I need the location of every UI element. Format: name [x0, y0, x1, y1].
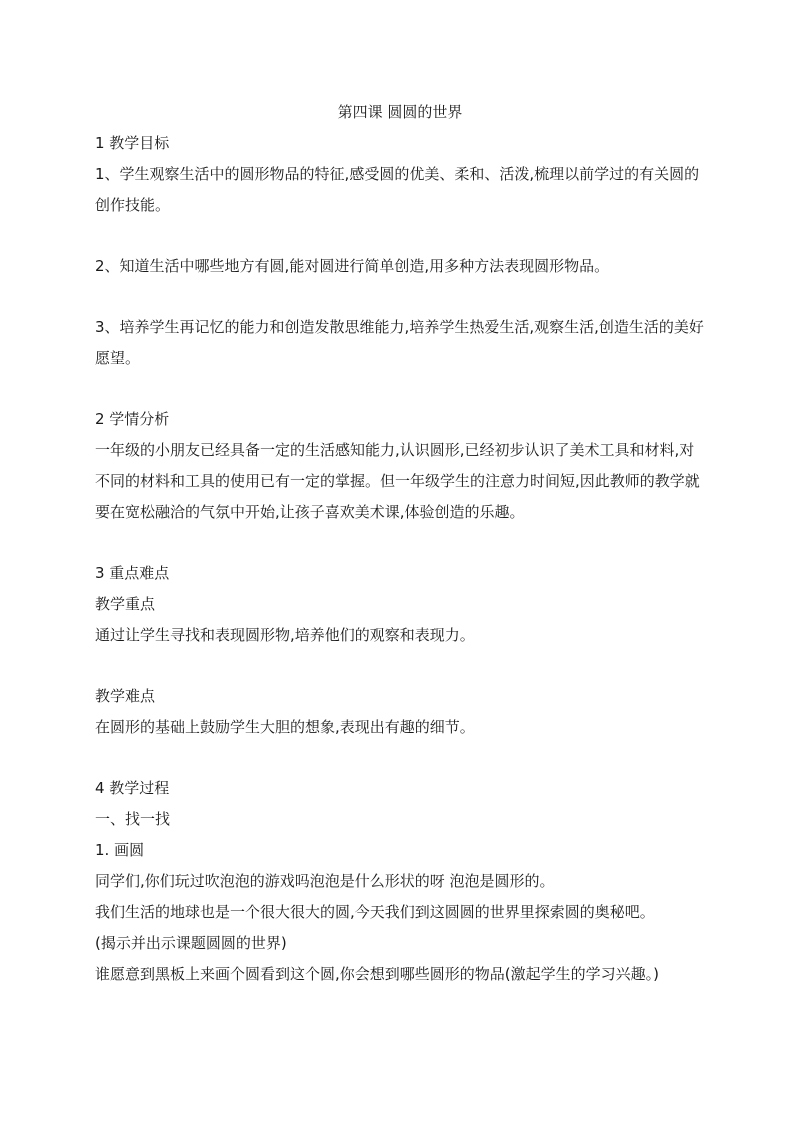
objective-3: 3、培养学生再记忆的能力和创造发散思维能力,培养学生热爱生活,观察生活,创造生活的美好愿望。 [95, 318, 704, 367]
subheading-draw-circle: 1. 画圆 [95, 841, 145, 859]
paragraph-gap [95, 282, 705, 312]
subheading-teaching-focus: 教学重点 [95, 595, 156, 613]
process-text-2: 我们生活的地球也是一个很大很大的圆,今天我们到这圆圆的世界里探索圆的奥秘吧。 [95, 903, 655, 921]
teaching-difficulty-text: 在圆形的基础上鼓励学生大胆的想象,表现出有趣的细节。 [95, 718, 475, 736]
section-heading-analysis: 2 学情分析 [95, 410, 170, 428]
analysis-paragraph: 一年级的小朋友已经具备一定的生活感知能力,认识圆形,已经初步认识了美术工具和材料,对不同的材料和工具的使用已有一定的掌握。但一年级学生的注意力时间短,因此教师的教学就要在宽松融洽的气氛中开始,让孩子喜欢美术课,体验创造的乐趣。 [95, 441, 700, 521]
process-text-3: (揭示并出示课题圆圆的世界) [95, 934, 287, 952]
paragraph-gap [95, 374, 705, 404]
objective-2: 2、知道生活中哪些地方有圆,能对圆进行简单创造,用多种方法表现圆形物品。 [95, 257, 610, 275]
section-heading-key-points: 3 重点难点 [95, 564, 170, 582]
teaching-focus-text: 通过让学生寻找和表现圆形物,培养他们的观察和表现力。 [95, 626, 475, 644]
process-text-1: 同学们,你们玩过吹泡泡的游戏吗泡泡是什么形状的呀 泡泡是圆形的。 [95, 872, 555, 890]
section-heading-process: 4 教学过程 [95, 779, 170, 797]
document-title: 第四课 圆圆的世界 [337, 103, 463, 121]
paragraph-gap [95, 651, 705, 681]
document-body [95, 97, 705, 990]
subheading-find: 一、找一找 [95, 810, 171, 828]
paragraph-gap [95, 528, 705, 558]
subheading-teaching-difficulty: 教学难点 [95, 687, 156, 705]
paragraph-gap [95, 743, 705, 773]
process-text-4: 谁愿意到黑板上来画个圆看到这个圆,你会想到哪些圆形的物品(激起学生的学习兴趣。) [95, 965, 659, 983]
objective-1: 1、学生观察生活中的圆形物品的特征,感受圆的优美、柔和、活泼,梳理以前学过的有关圆的创作技能。 [95, 165, 700, 214]
section-heading-objectives: 1 教学目标 [95, 134, 170, 152]
paragraph-gap [95, 221, 705, 251]
